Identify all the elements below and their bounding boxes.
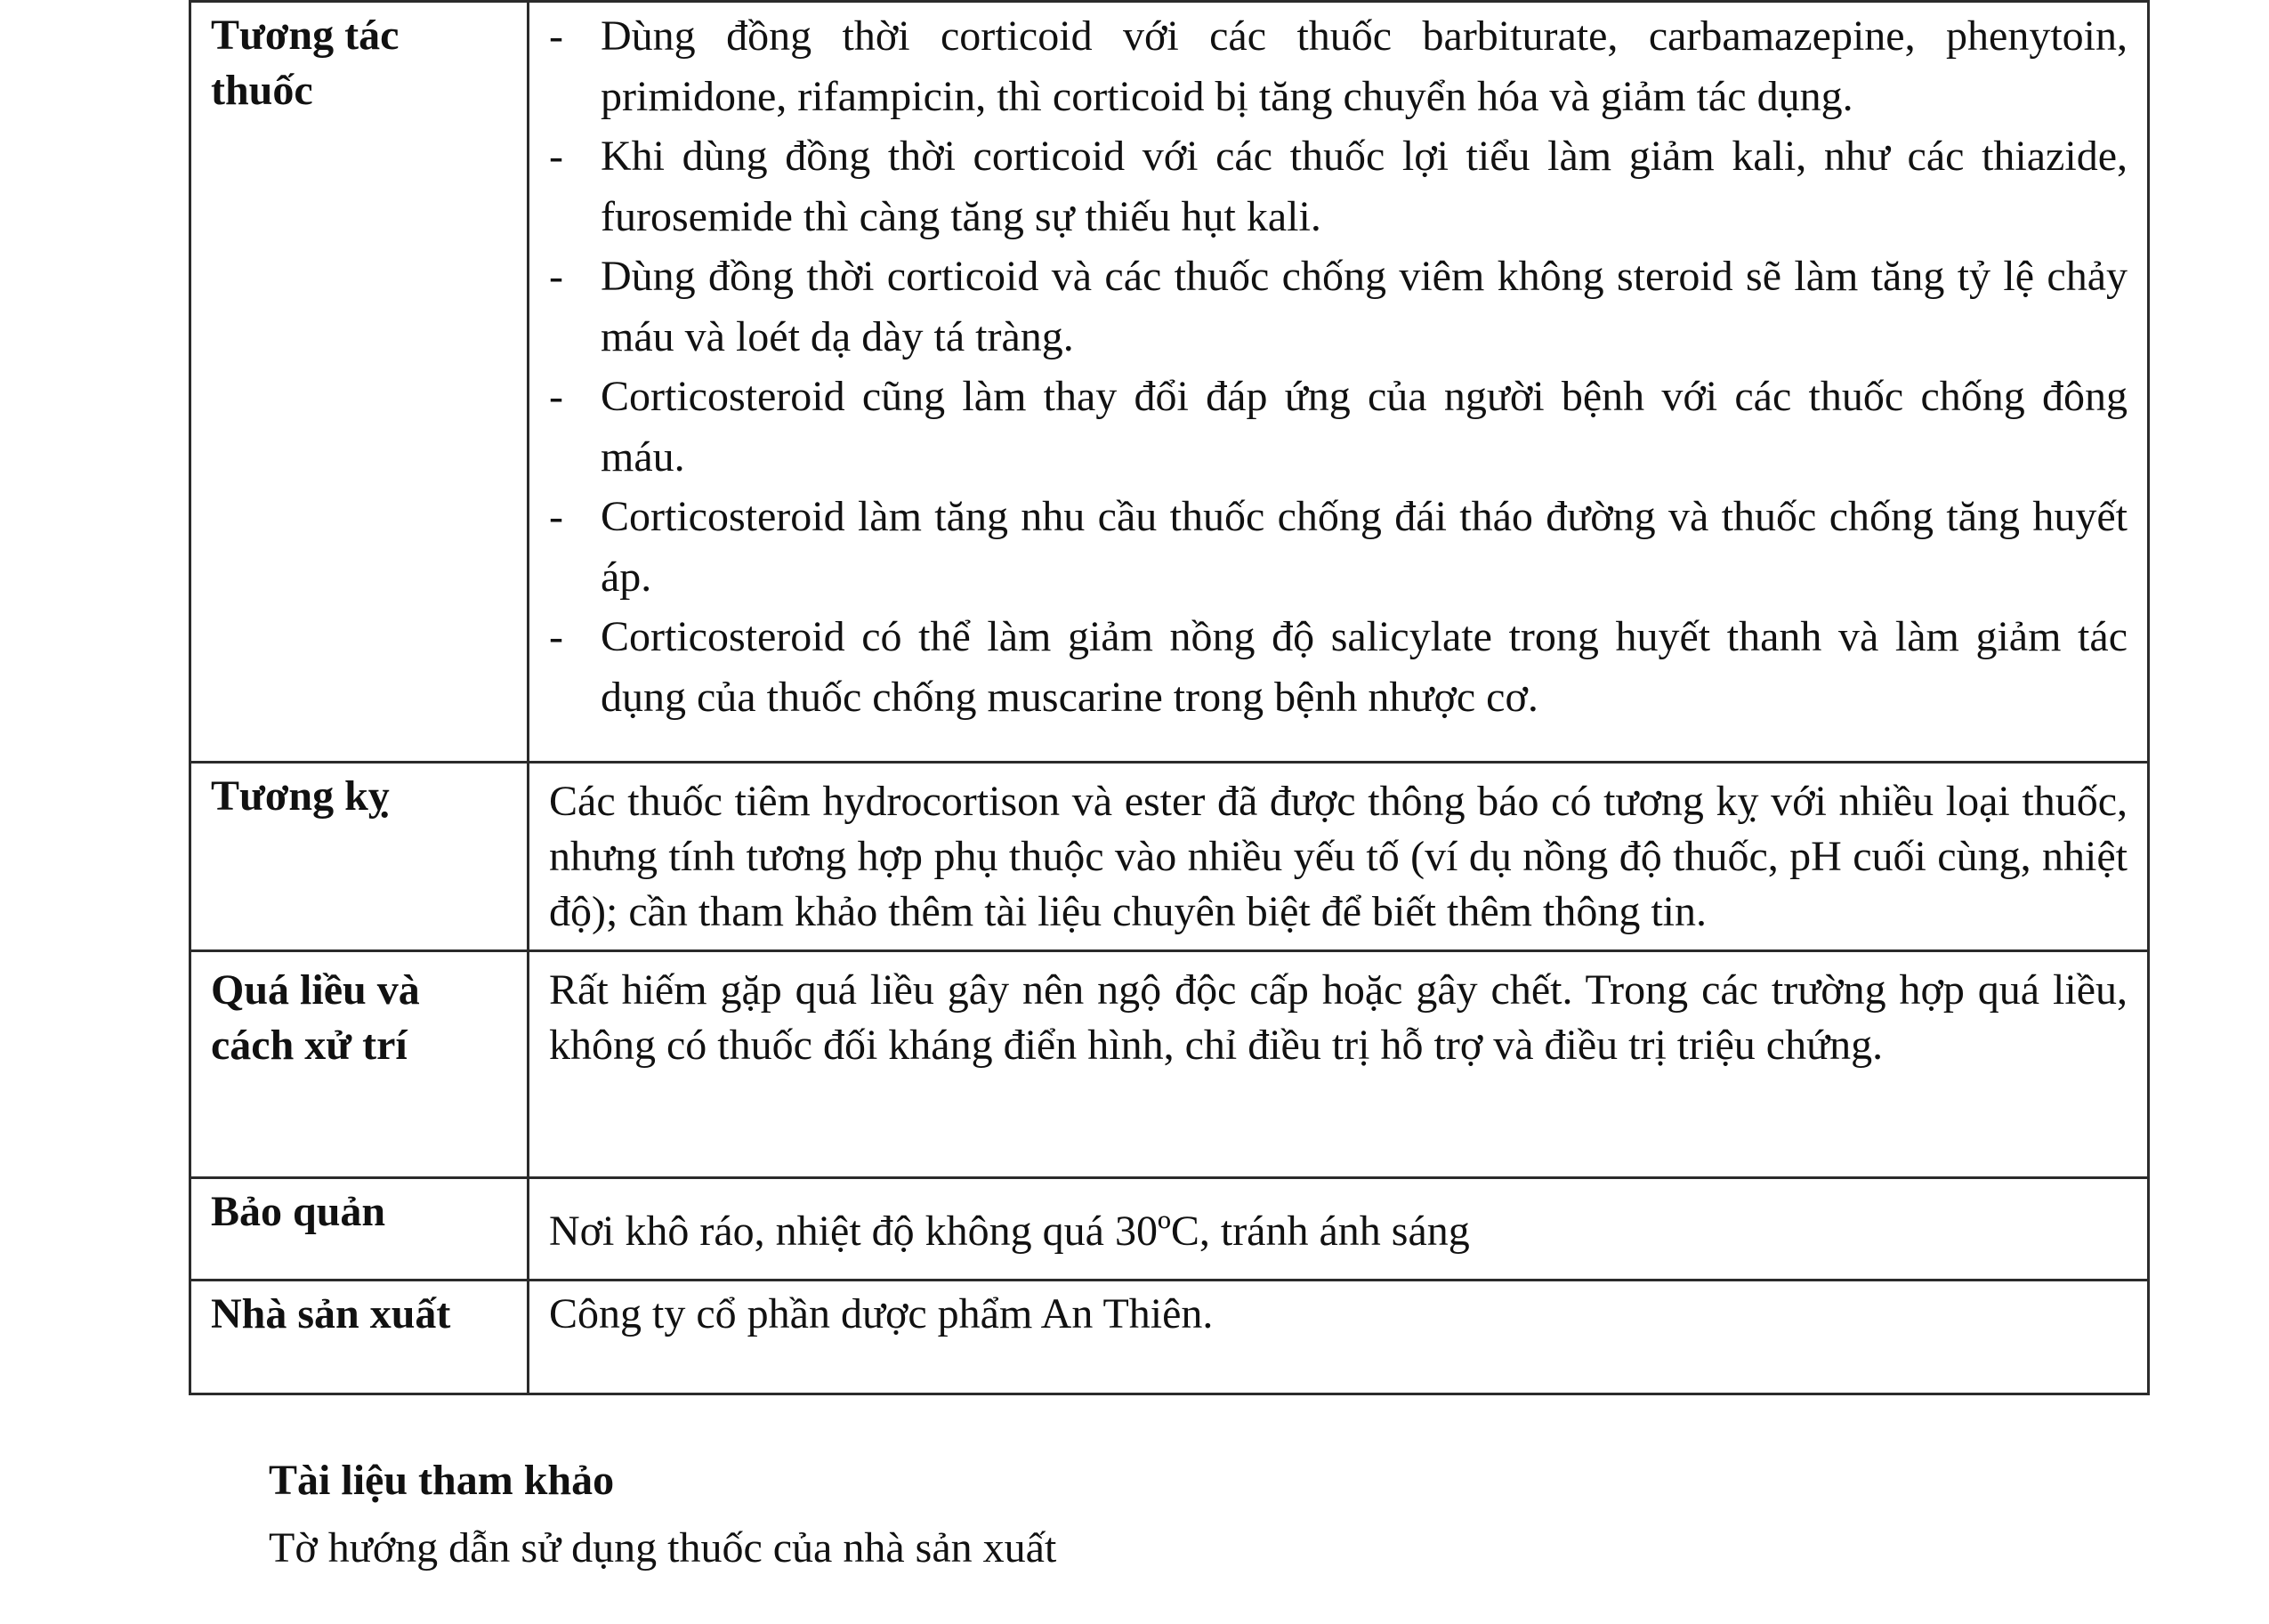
list-item: [549, 6, 2128, 126]
interactions-list: [549, 3, 2128, 727]
table-row: [190, 1178, 2149, 1281]
drug-info-table: [189, 0, 2150, 1395]
row-content-overdose: [529, 951, 2149, 1178]
table-row: [190, 951, 2149, 1178]
row-label-manufacturer: Nhà sản xuất: [190, 1281, 529, 1394]
overdose-text: Rất hiếm gặp quá liều gây nên ngộ độc cấp hoặc gây chết. Trong các trường hợp quá liều, không có thuốc đối kháng điển hình, chỉ điều trị hỗ trợ và điều trị triệu chứng.: [549, 966, 2128, 1069]
references-heading: Tài liệu tham khảo: [269, 1457, 615, 1504]
list-item-text: Dùng đồng thời corticoid và các thuốc chống viêm không steroid sẽ làm tăng tỷ lệ chảy máu và loét dạ dày tá tràng.: [601, 253, 2128, 360]
row-content-manufacturer: [529, 1281, 2149, 1394]
bullet-dash: -: [549, 133, 563, 180]
row-label-interactions: Tương tác thuốc: [190, 2, 529, 763]
bullet-dash: -: [549, 613, 563, 660]
list-item-text: Dùng đồng thời corticoid với các thuốc barbiturate, carbamazepine, phenytoin, primidone, rifampicin, thì corticoid bị tăng chuyển hóa và giảm tác dụng.: [601, 12, 2128, 120]
list-item-text: Corticosteroid làm tăng nhu cầu thuốc chống đái tháo đường và thuốc chống tăng huyết áp.: [601, 493, 2128, 601]
bullet-dash: -: [549, 253, 563, 300]
list-item-text: Corticosteroid có thể làm giảm nồng độ salicylate trong huyết thanh và làm giảm tác dụng của thuốc chống muscarine trong bệnh nhược cơ.: [601, 613, 2128, 721]
table-row: [190, 2, 2149, 763]
list-item: [549, 367, 2128, 487]
list-item-text: Khi dùng đồng thời corticoid với các thuốc lợi tiểu làm giảm kali, như các thiazide, furosemide thì càng tăng sự thiếu hụt kali.: [601, 133, 2128, 240]
incompatibility-text: Các thuốc tiêm hydrocortison và ester đã được thông báo có tương kỵ với nhiều loại thuốc, nhưng tính tương hợp phụ thuộc vào nhiều yếu tố (ví dụ nồng độ thuốc, pH cuối cùng, nhiệt độ); cần tham khảo thêm tài liệu chuyên biệt để biết thêm thông tin.: [549, 778, 2128, 935]
bullet-dash: -: [549, 373, 563, 420]
references-section: [269, 1453, 1959, 1576]
manufacturer-text: Công ty cổ phần dược phẩm An Thiên.: [549, 1290, 1214, 1337]
list-item: [549, 246, 2128, 367]
bullet-dash: -: [549, 12, 563, 60]
references-text: Tờ hướng dẫn sử dụng thuốc của nhà sản xuất: [269, 1524, 1057, 1571]
row-content-incompatibility: [529, 763, 2149, 951]
row-content-storage: [529, 1178, 2149, 1281]
list-item: [549, 487, 2128, 607]
table-row: [190, 1281, 2149, 1394]
row-label-overdose: Quá liều và cách xử trí: [190, 951, 529, 1178]
row-label-storage: Bảo quản: [190, 1178, 529, 1281]
list-item: [549, 607, 2128, 727]
row-label-incompatibility: Tương kỵ: [190, 763, 529, 951]
list-item: [549, 126, 2128, 246]
row-content-interactions: [529, 2, 2149, 763]
storage-text: Nơi khô ráo, nhiệt độ không quá 30ºC, tránh ánh sáng: [549, 1208, 1470, 1255]
bullet-dash: -: [549, 493, 563, 540]
table-row: [190, 763, 2149, 951]
list-item-text: Corticosteroid cũng làm thay đổi đáp ứng của người bệnh với các thuốc chống đông máu.: [601, 373, 2128, 481]
